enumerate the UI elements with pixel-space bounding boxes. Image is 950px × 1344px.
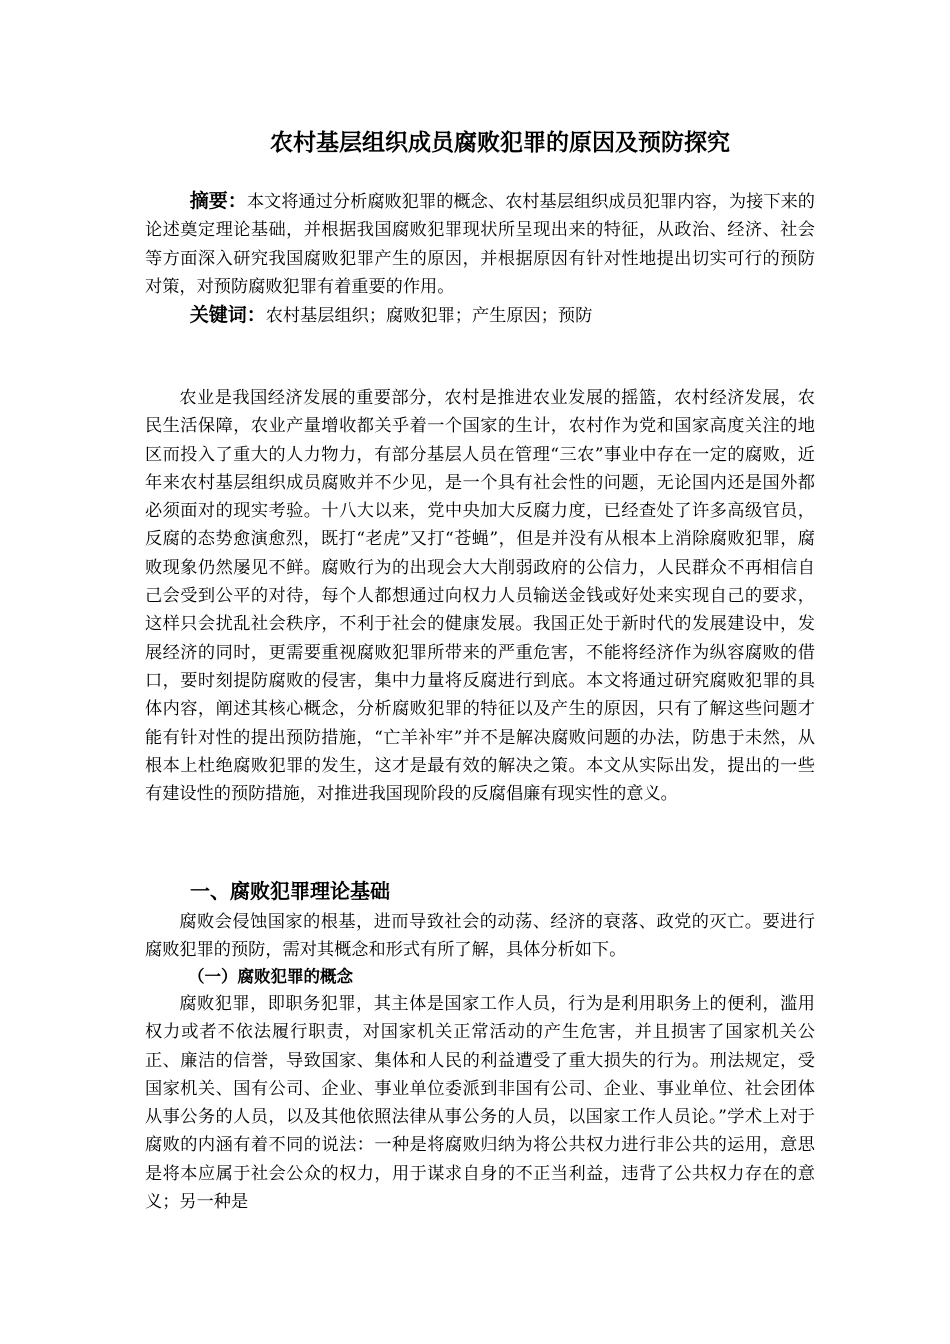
abstract-paragraph — [145, 188, 815, 301]
paper-title: 农村基层组织成员腐败犯罪的原因及预防探究 — [270, 129, 730, 155]
introduction-paragraph: 农业是我国经济发展的重要部分，农村是推进农业发展的摇篮，农村经济发展，农民生活保障，农业产量增收都关乎着一个国家的生计，农村作为党和国家高度关注的地区而投入了重大的人力物力，有部分基层人员在管理“三农”事业中存在一定的腐败，近年来农村基层组织成员腐败并不少见，是一个具有社会性的问题，无论国内还是国外都必须面对的现实考验。十八大以来，党中央加大反腐力度，已经查处了许多高级官员，反腐的态势愈演愈烈，既打“老虎”又打“苍蝇”，但是并没有从根本上消除腐败犯罪，腐败现象仍然屡见不鲜。腐败行为的出现会大大削弱政府的公信力，人民群众不再相信自己会受到公平的对待，每个人都想通过向权力人员输送金钱或好处来实现自己的要求，这样只会扰乱社会秩序，不利于社会的健康发展。我国正处于新时代的发展建设中，发展经济的同时，更需要重视腐败犯罪所带来的严重危害，不能将经济作为纵容腐败的借口，要时刻提防腐败的侵害，集中力量将反腐进行到底。本文将通过研究腐败犯罪的具体内容，阐述其核心概念，分析腐败犯罪的特征以及产生的原因，只有了解这些问题才能有针对性的提出预防措施，“亡羊补牢”并不是解决腐败问题的办法，防患于未然，从根本上杜绝腐败犯罪的发生，这才是最有效的解决之策。本文从实际出发，提出的一些有建设性的预防措施，对推进我国现阶段的反腐倡廉有现实性的意义。 — [145, 388, 815, 805]
keywords-text: 农村基层组织；腐败犯罪；产生原因；预防 — [265, 306, 593, 326]
section-1-1-block — [145, 990, 815, 1216]
abstract-label: 摘要： — [189, 191, 247, 212]
introduction-block — [145, 384, 815, 808]
abstract-text: 本文将通过分析腐败犯罪的概念、农村基层组织成员犯罪内容，为接下来的论述奠定理论基础，并根据我国腐败犯罪现状所呈现出来的特征，从政治、经济、社会等方面深入研究我国腐败犯罪产生的原因，并根据原因有针对性地提出切实可行的预防对策，对预防腐败犯罪有着重要的作用。 — [145, 192, 815, 297]
section-1-block — [145, 908, 815, 965]
section-1-heading: 一、腐败犯罪理论基础 — [190, 881, 390, 903]
keywords-paragraph — [145, 302, 815, 330]
abstract-block — [145, 188, 815, 301]
section-1-1-heading: （一）腐败犯罪的概念 — [188, 968, 353, 986]
keywords-label: 关键词： — [189, 305, 266, 326]
keywords-block — [145, 302, 815, 330]
section-1-paragraph: 腐败会侵蚀国家的根基，进而导致社会的动荡、经济的衰落、政党的灭亡。要进行腐败犯罪的预防，需对其概念和形式有所了解，具体分析如下。 — [145, 912, 815, 961]
section-1-1-paragraph: 腐败犯罪，即职务犯罪，其主体是国家工作人员，行为是利用职务上的便利，滥用权力或者不依法履行职责，对国家机关正常活动的产生危害，并且损害了国家机关公正、廉洁的信誉，导致国家、集体和人民的利益遭受了重大损失的行为。刑法规定，受国家机关、国有公司、企业、事业单位委派到非国有公司、企业、事业单位、社会团体从事公务的人员，以及其他依照法律从事公务的人员，以国家工作人员论。”学术上对于腐败的内涵有着不同的说法：一种是将腐败归纳为将公共权力进行非公共的运用，意思是将本应属于社会公众的权力，用于谋求自身的不正当利益，违背了公共权力存在的意义；另一种是 — [145, 994, 815, 1213]
